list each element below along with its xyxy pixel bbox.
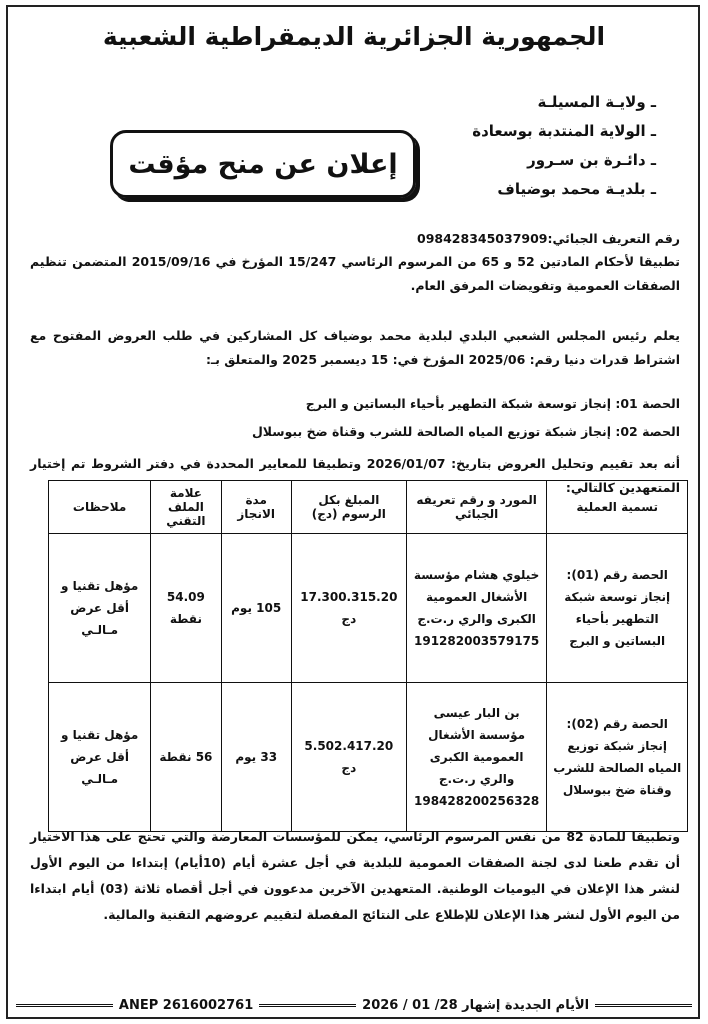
newspaper-reference: الأيام الجديدة إشهار 28/ 01 / 2026 xyxy=(362,997,590,1013)
cell-duration: 33 يوم xyxy=(221,683,291,832)
cell-operation: الحصة رقم (02): إنجاز شبكة توزيع المياه الصالحة للشرب وقناة ضخ ببوسلال xyxy=(547,683,688,832)
announcement-text: يعلم رئيس المجلس الشعبي البلدي لبلدية محمد بوضياف كل المشاركين في طلب العروض المفتوح مع اشتراط قدرات دنيا رقم: 2025/06 المؤرخ في: 15 ديسمبر 2025 والمتعلق بـ: xyxy=(30,328,680,367)
admin-line-delegated-wilaya: ـ الولاية المنتدبة بوسعادة xyxy=(472,122,656,140)
award-intro: أنه بعد تقييم وتحليل العروض بتاريخ: 2026/01/07 وتطبيقا للمعايير المحددة في دفتر الشروط تم إختيار المتعهدين كالتالي: xyxy=(30,456,680,495)
cell-supplier: بن البار عيسى مؤسسة الأشغال العمومية الكبرى والري ر.ت.ج 198428200256328 xyxy=(406,683,547,832)
tax-id: رقم التعريف الجبائي:098428345037909 xyxy=(417,231,680,246)
footer-rule-right xyxy=(595,1004,692,1007)
table-header-row xyxy=(49,481,688,534)
footer-rule-left xyxy=(16,1004,113,1007)
cell-amount: 17.300.315.20 دج xyxy=(291,534,406,683)
cell-supplier: خيلوي هشام مؤسسة الأشغال العمومية الكبرى والري ر.ت.ج 191282003579175 xyxy=(406,534,547,683)
admin-line-daira: ـ دائـرة بن سـرور xyxy=(527,151,656,169)
header-operation: تسمية العملية xyxy=(547,481,688,534)
footer xyxy=(10,994,698,1016)
cell-duration: 105 يوم xyxy=(221,534,291,683)
cell-notes: مؤهل تقنيا و أقل عرض مـالـي xyxy=(49,683,151,832)
announcement-title: إعلان عن منح مؤقت xyxy=(110,130,416,198)
cell-technical-score: 56 نقطة xyxy=(151,683,221,832)
table-row xyxy=(49,683,688,832)
appeal-notice: وتطبيقا للمادة 82 من نفس المرسوم الرئاسي، يمكن للمؤسسات المعارضة والتي تحتج على هذا الاختيار أن تقدم طعنا لدى لجنة الصفقات العمومية للبلدية في أجل عشرة أيام (10أيام) إبتداءا من اليوم الأول لنشر هذا الإعلان في اليوميات الوطنية. المتعهدين الآخرين مدعوون في أجل أقصاه ثلاثة (03) أيام ابتداءا من اليوم الأول لنشر هذا الإعلان للإطلاع على النتائج المفصلة لتقييم عروضهم التقنية والمالية. xyxy=(30,829,680,922)
lot-2: الحصة 02: إنجاز شبكة توزيع المياه الصالحة للشرب وقناة ضخ ببوسلال xyxy=(251,424,680,439)
cell-amount: 5.502.417.20 دج xyxy=(291,683,406,832)
anep-reference: ANEP 2616002761 xyxy=(118,997,254,1013)
lot-1: الحصة 01: إنجاز توسعة شبكة التطهير بأحياء البساتين و البرج xyxy=(305,396,680,411)
admin-line-wilaya: ـ ولايـة المسيلـة xyxy=(537,93,656,111)
header-notes: ملاحظات xyxy=(49,481,151,534)
footer-rule-middle xyxy=(259,1004,356,1007)
republic-heading: الجمهورية الجزائرية الديمقراطية الشعبية xyxy=(102,22,606,51)
awards-table xyxy=(48,480,688,832)
cell-notes: مؤهل تقنيا و أقل عرض مـالـي xyxy=(49,534,151,683)
administration-block xyxy=(436,88,656,204)
legal-intro: تطبيقا لأحكام المادتين 52 و 65 من المرسوم الرئاسي 15/247 المؤرخ في 2015/09/16 المتضمن تنظيم الصفقات العمومية وتفويضات المرفق العام. xyxy=(30,254,680,293)
header-duration: مدة الانجاز xyxy=(221,481,291,534)
header-supplier: المورد و رقم تعريفه الجبائي xyxy=(406,481,547,534)
table-row xyxy=(49,534,688,683)
admin-line-commune: ـ بلديـة محمد بوضياف xyxy=(497,180,656,198)
cell-operation: الحصة رقم (01): إنجاز توسعة شبكة التطهير بأحياء البساتين و البرج xyxy=(547,534,688,683)
cell-technical-score: 54.09 نقطة xyxy=(151,534,221,683)
header-technical-score: علامة الملف التقني xyxy=(151,481,221,534)
header-amount: المبلغ بكل الرسوم (دج) xyxy=(291,481,406,534)
